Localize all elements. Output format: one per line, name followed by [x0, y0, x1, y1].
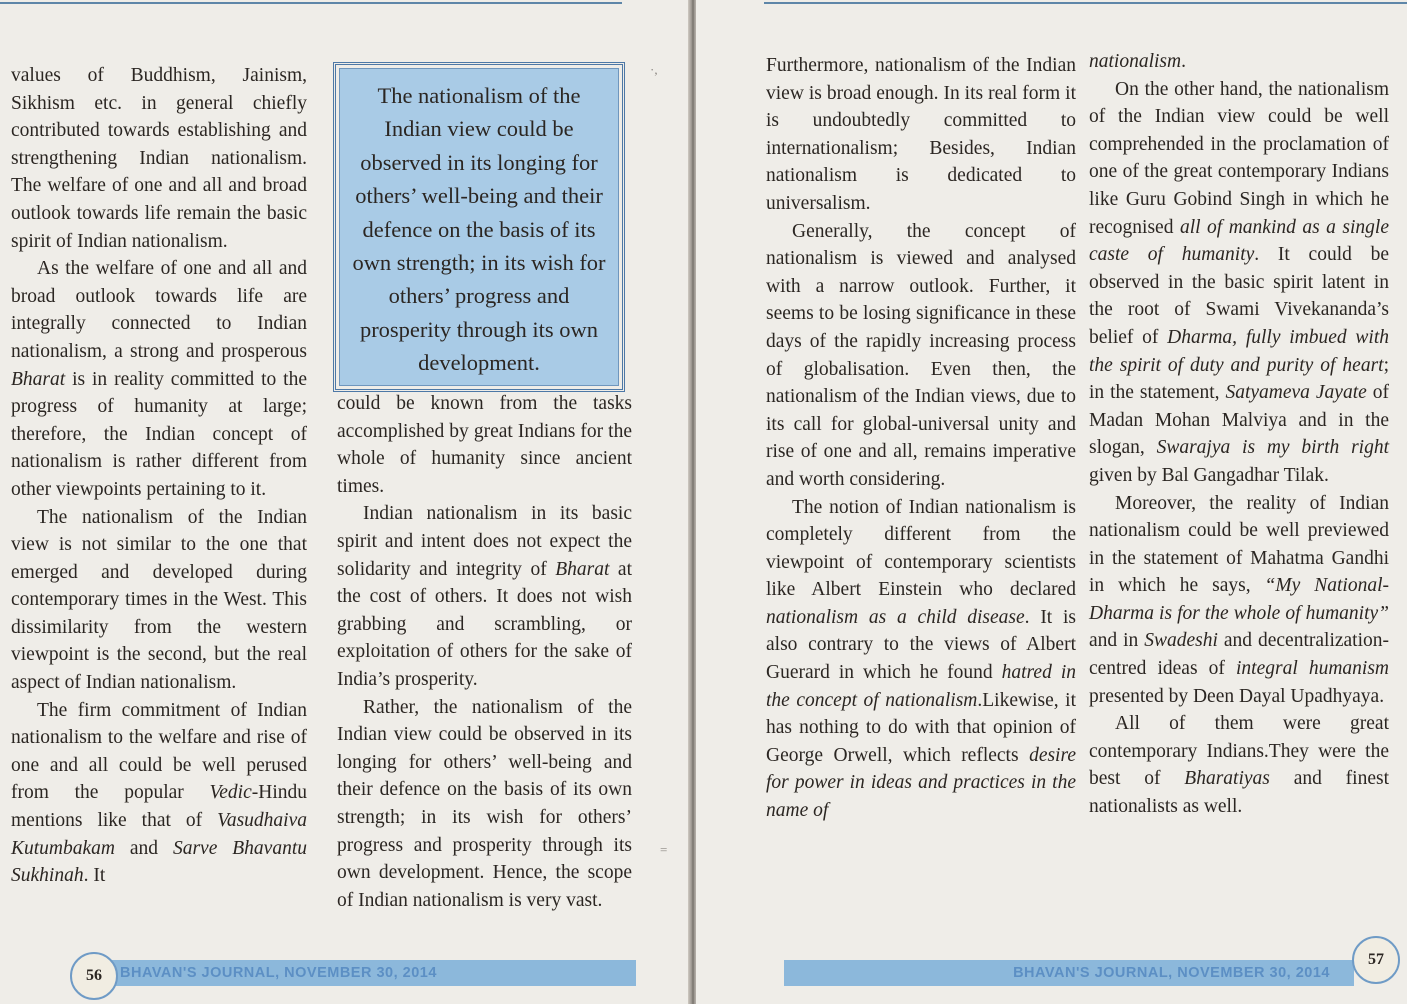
- scan-mark: ·,: [650, 62, 658, 77]
- paragraph: values of Buddhism, Jainism, Sikhism etc. in general chiefly contributed towards establishing and strengthening Indian nationalism. The welfare of one and all and broad outlook towards life remain the basic spirit of Indian nationalism.: [11, 65, 307, 252]
- paragraph: All of them were great contemporary Indians.They were the best of Bharatiyas and finest nationalists as well.: [1089, 713, 1390, 818]
- paragraph: Moreover, the reality of Indian nationalism could be well previewed in the statement of Mahatma Gandhi in which he says, “My National-Dharma is for the whole of humanity” and in Swadeshi and decentralization-centred ideas of integral humanism presented by Deen Dayal Upadhyaya.: [1089, 492, 1390, 707]
- paragraph: Indian nationalism in its basic spirit and intent does not expect the solidarity and integrity of Bharat at the cost of others. It does not wish grabbing and scrambling, or exploitation of others for the sake of India’s prosperity.: [337, 503, 632, 690]
- paragraph: Furthermore, nationalism of the Indian view is broad enough. In its real form it is undoubtedly committed to internationalism; Besides, Indian nationalism is dedicated to universalism.: [766, 55, 1076, 214]
- left-column-1: [11, 62, 307, 890]
- paragraph: nationalism.: [1089, 51, 1186, 72]
- footer-journal-title: BHAVAN'S JOURNAL, NOVEMBER 30, 2014: [1013, 965, 1330, 981]
- page-number-left: 56: [70, 952, 118, 1000]
- top-rule: [0, 2, 622, 4]
- right-column-1: [766, 52, 1076, 825]
- paragraph: The nationalism of the Indian view is not similar to the one that emerged and developed during contemporary times in the West. This dissimilarity from the western viewpoint is the second, but the real aspect of Indian nationalism.: [11, 506, 307, 694]
- paragraph: could be known from the tasks accomplished by great Indians for the whole of humanity since ancient times.: [337, 393, 632, 497]
- footer-bar: [90, 960, 636, 986]
- pull-quote-text: The nationalism of the Indian view could be observed in its longing for others’ well-being and their defence on the basis of its own strength; in its wish for others’ progress and prosperity through its own development.: [339, 68, 619, 386]
- paragraph: As the welfare of one and all and broad outlook towards life are integrally connected to Indian nationalism, a strong and prosperous Bharat is in reality committed to the progress of humanity at large; therefore, the Indian concept of nationalism is rather different from other viewpoints pertaining to it.: [11, 258, 307, 500]
- paragraph: On the other hand, the nationalism of the Indian view could be well comprehended in the proclamation of one of the great contemporary Indians like Guru Gobind Singh in which he recognised all of mankind as a single caste of humanity. It could be observed in the basic spirit latent in the root of Swami Vivekananda’s belief of Dharma, fully imbued with the spirit of duty and purity of heart; in the statement, Satyameva Jayate of Madan Mohan Malviya and in the slogan, Swarajya is my birth right given by Bal Gangadhar Tilak.: [1089, 78, 1390, 486]
- right-column-2: [1089, 48, 1389, 821]
- pull-quote-box: [333, 62, 625, 392]
- paragraph: Generally, the concept of nationalism is viewed and analysed with a narrow outlook. Further, it seems to be losing significance in these days of the rapidly increasing process of globalisation. Even then, the nationalism of the Indian views, due to its call for global-universal unity and rise of one and all, remains imperative and worth considering.: [766, 220, 1076, 490]
- scan-mark: =: [660, 842, 668, 857]
- paragraph: The notion of Indian nationalism is completely different from the viewpoint of contemporary scientists like Albert Einstein who declared nationalism as a child disease. It is also contrary to the views of Albert Guerard in which he found hatred in the concept of nationalism.Likewise, it has nothing to do with that opinion of George Orwell, which reflects desire for power in ideas and practices in the name of: [766, 496, 1077, 822]
- top-rule: [764, 2, 1407, 4]
- page-number-right: 57: [1352, 936, 1400, 984]
- paragraph: Rather, the nationalism of the Indian view could be observed in its longing for others’ well-being and their defence on the basis of its own strength; in its wish for others’ progress and prosperity through its own development. Hence, the scope of Indian nationalism is very vast.: [337, 696, 632, 911]
- paragraph: The firm commitment of Indian nationalism to the welfare and rise of one and all could be well perused from the popular Vedic-Hindu mentions like that of Vasudhaiva Kutumbakam and Sarve Bhavantu Sukhinah. It: [11, 699, 308, 887]
- left-page: [0, 0, 690, 1004]
- left-column-2: [337, 390, 632, 914]
- footer-bar: [784, 960, 1354, 986]
- footer-journal-title: BHAVAN'S JOURNAL, NOVEMBER 30, 2014: [120, 965, 437, 981]
- right-page: [660, 0, 1407, 1004]
